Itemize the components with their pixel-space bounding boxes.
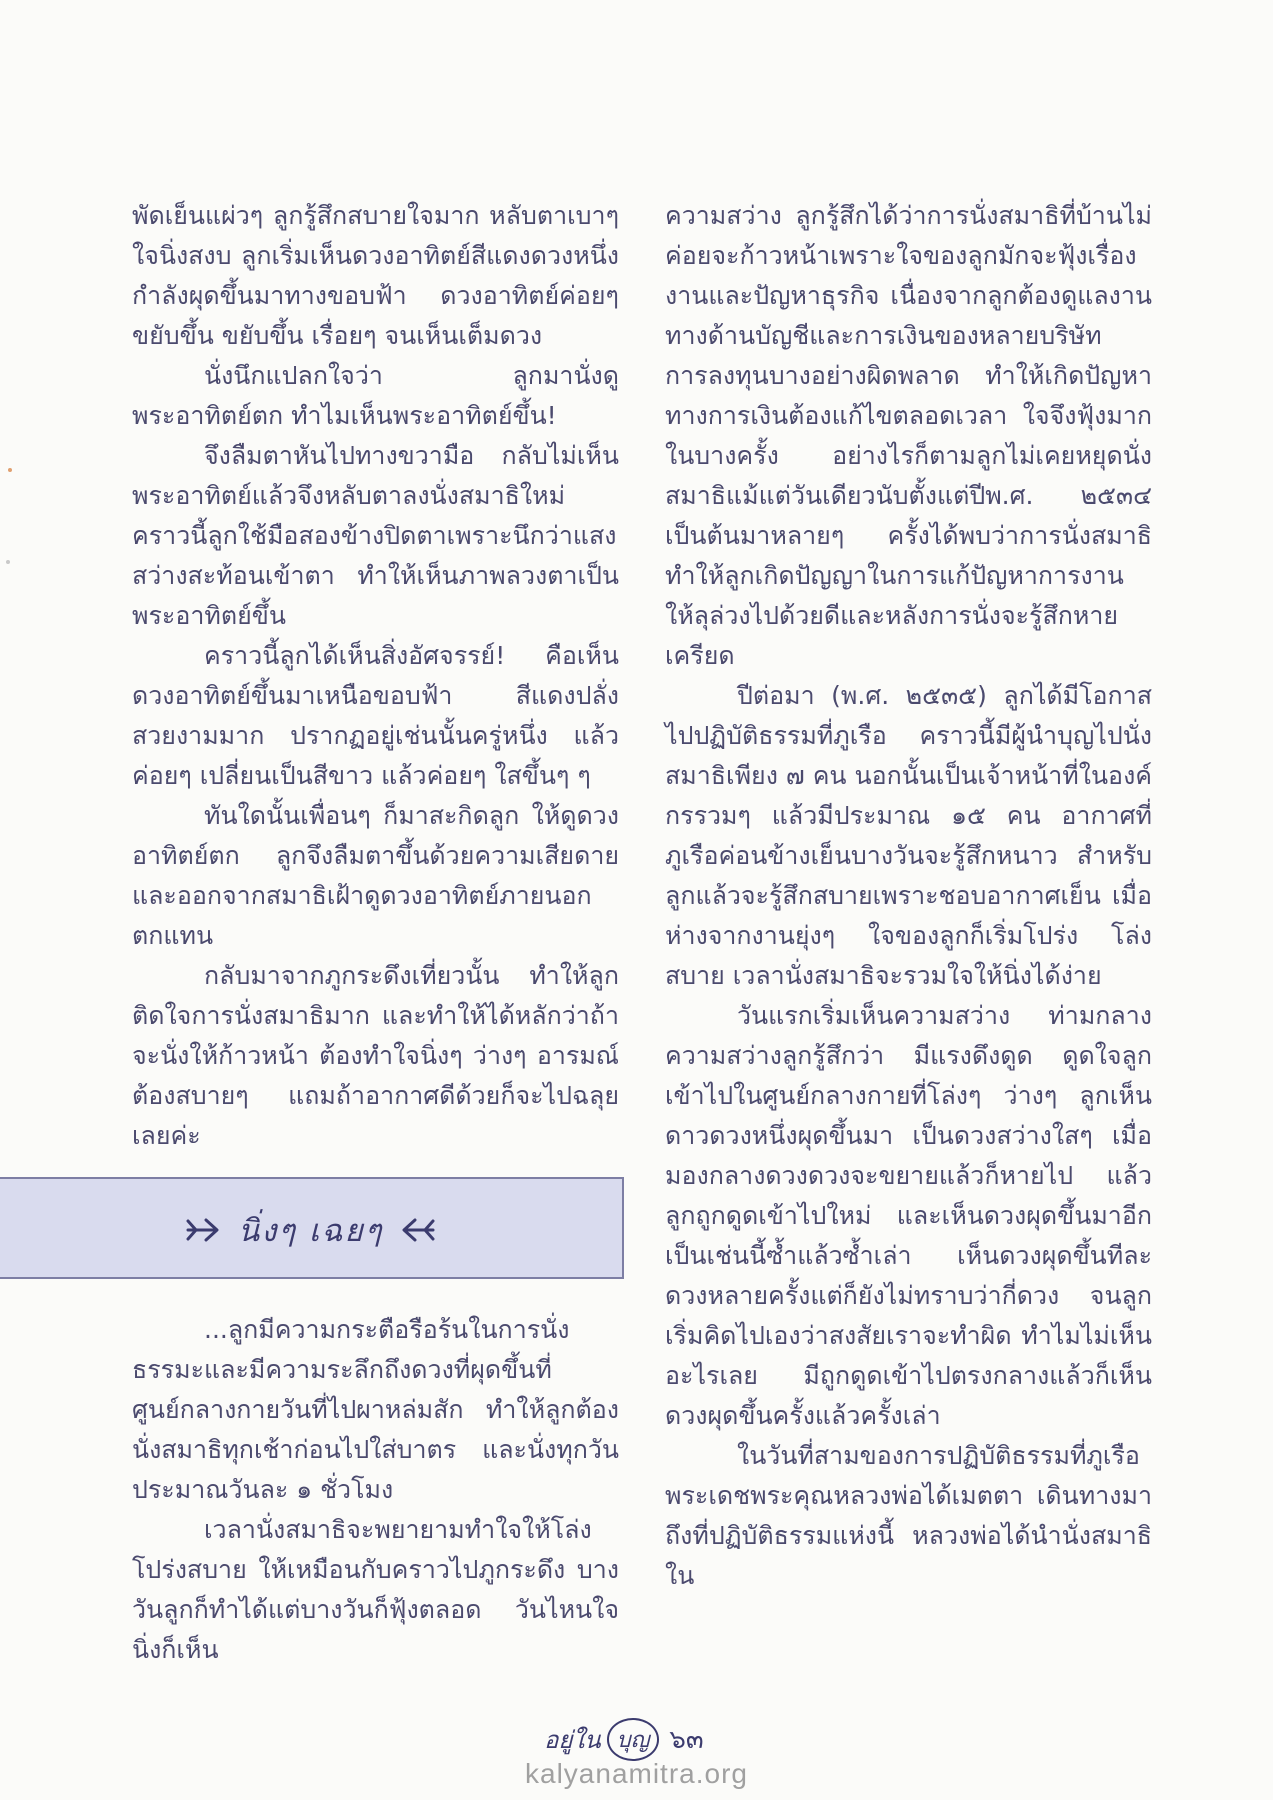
paragraph: ทันใดนั้นเพื่อนๆ ก็มาสะกิดลูก ให้ดูดวงอาทิตย์ตก ลูกจึงลืมตาขึ้นด้วยความเสียดาย และออกจากสมาธิเฝ้าดูดวงอาทิตย์ภายนอกตกแทน (132, 801, 619, 950)
paragraph: วันแรกเริ่มเห็นความสว่าง ท่ามกลางความสว่างลูกรู้สึกว่า มีแรงดึงดูด ดูดใจลูกเข้าไปในศูนย์กลางกายที่โล่งๆ ว่างๆ ลูกเห็นดาวดวงหนึ่งผุดขึ้นมา เป็นดวงสว่างใสๆ เมื่อมองกลางดวงดวงจะขยายแล้วก็หายไป แล้วลูกถูกดูดเข้าไปใหม่ และเห็นดวงผุดขึ้นมาอีก เป็นเช่นนี้ซ้ำแล้วซ้ำเล่า เห็นดวงผุดขึ้นทีละดวงหลายครั้งแต่ก็ยังไม่ทราบว่ากี่ดวง จนลูกเริ่มคิดไปเองว่าสงสัยเราจะทำผิด ทำไมไม่เห็นอะไรเลย มีถูกดูดเข้าไปตรงกลางแล้วก็เห็นดวงผุดขึ้นครั้งแล้วครั้งเล่า (665, 1001, 1152, 1430)
page-footer (544, 1718, 704, 1761)
paragraph: กลับมาจากภูกระดึงเที่ยวนั้น ทำให้ลูกติดใจการนั่งสมาธิมาก และทำให้ได้หลักว่าถ้าจะนั่งให้ก้าวหน้า ต้องทำใจนิ่งๆ ว่างๆ อารมณ์ต้องสบายๆ แถมถ้าอากาศดีด้วยก็จะไปฉลุยเลยค่ะ (132, 961, 619, 1150)
watermark: kalyanamitra.org (525, 1758, 748, 1789)
paragraph: ...ลูกมีความกระตือรือร้นในการนั่งธรรมะและมีความระลึกถึงดวงที่ผุดขึ้นที่ศูนย์กลางกายวันที่ไปผาหล่มสัก ทำให้ลูกต้องนั่งสมาธิทุกเช้าก่อนไปใส่บาตร และนั่งทุกวันประมาณวันละ ๑ ชั่วโมง (132, 1315, 619, 1504)
scan-speck (8, 468, 12, 472)
logo-text: อยู่ใน (544, 1726, 601, 1754)
left-column (132, 196, 619, 1156)
banner-title: นิ่งๆ เฉยๆ (238, 1213, 384, 1249)
section-banner (0, 1177, 624, 1279)
paragraph: คราวนี้ลูกได้เห็นสิ่งอัศจรรย์! คือเห็นดวงอาทิตย์ขึ้นมาเหนือขอบฟ้า สีแดงปลั่งสวยงามมาก ปรากฏอยู่เช่นนั้นครู่หนึ่ง แล้วค่อยๆ เปลี่ยนเป็นสีขาว แล้วค่อยๆ ใสขึ้นๆ ๆ (132, 641, 619, 790)
left-column-bottom (132, 1310, 619, 1670)
right-column (665, 196, 1152, 1596)
paragraph: ปีต่อมา (พ.ศ. ๒๕๓๕) ลูกได้มีโอกาสไปปฏิบัติธรรมที่ภูเรือ คราวนี้มีผู้นำบุญไปนั่งสมาธิเพียง ๗ คน นอกนั้นเป็นเจ้าหน้าที่ในองค์กรรวมๆ แล้วมีประมาณ ๑๕ คน อากาศที่ภูเรือค่อนข้างเย็นบางวันจะรู้สึกหนาว สำหรับลูกแล้วจะรู้สึกสบายเพราะชอบอากาศเย็น เมื่อห่างจากงานยุ่งๆ ใจของลูกก็เริ่มโปร่ง โล่ง สบาย เวลานั่งสมาธิจะรวมใจให้นิ่งได้ง่าย (665, 681, 1152, 990)
scan-speck (6, 560, 10, 564)
paragraph: จึงลืมตาหันไปทางขวามือ กลับไม่เห็นพระอาทิตย์แล้วจึงหลับตาลงนั่งสมาธิใหม่ คราวนี้ลูกใช้มือสองข้างปิดตาเพราะนึกว่าแสงสว่างสะท้อนเข้าตา ทำให้เห็นภาพลวงตาเป็นพระอาทิตย์ขึ้น (132, 441, 619, 630)
banner-content (186, 1205, 435, 1255)
magazine-logo (544, 1718, 659, 1761)
page-number: ๖๓ (669, 1725, 704, 1755)
paragraph: ความสว่าง ลูกรู้สึกได้ว่าการนั่งสมาธิที่บ้านไม่ค่อยจะก้าวหน้าเพราะใจของลูกมักจะฟุ้งเรื่องงานและปัญหาธุรกิจ เนื่องจากลูกต้องดูแลงานทางด้านบัญชีและการเงินของหลายบริษัท การลงทุนบางอย่างผิดพลาด ทำให้เกิดปัญหาทางการเงินต้องแก้ไขตลอดเวลา ใจจึงฟุ้งมากในบางครั้ง อย่างไรก็ตามลูกไม่เคยหยุดนั่งสมาธิแม้แต่วันเดียวนับตั้งแต่ปีพ.ศ. ๒๕๓๔ เป็นต้นมาหลายๆ ครั้งได้พบว่าการนั่งสมาธิทำให้ลูกเกิดปัญญาในการแก้ปัญหาการงานให้ลุล่วงไปด้วยดีและหลังการนั่งจะรู้สึกหายเครียด (665, 201, 1152, 670)
logo-ring-text: บุญ (607, 1718, 660, 1761)
arrow-left-icon (401, 1217, 435, 1243)
paragraph: นั่งนึกแปลกใจว่า ลูกมานั่งดู พระอาทิตย์ตก ทำไมเห็นพระอาทิตย์ขึ้น! (132, 361, 619, 430)
paragraph: เวลานั่งสมาธิจะพยายามทำใจให้โล่ง โปร่งสบาย ให้เหมือนกับคราวไปภูกระดึง บางวันลูกก็ทำได้แต่บางวันก็ฟุ้งตลอด วันไหนใจนิ่งก็เห็น (132, 1515, 619, 1664)
paragraph: ในวันที่สามของการปฏิบัติธรรมที่ภูเรือพระเดชพระคุณหลวงพ่อได้เมตตา เดินทางมาถึงที่ปฏิบัติธรรมแห่งนี้ หลวงพ่อได้นำนั่งสมาธิใน (665, 1441, 1152, 1590)
arrow-right-icon (186, 1217, 220, 1243)
paragraph: พัดเย็นแผ่วๆ ลูกรู้สึกสบายใจมาก หลับตาเบาๆ ใจนิ่งสงบ ลูกเริ่มเห็นดวงอาทิตย์สีแดงดวงหนึ่งกำลังผุดขึ้นมาทางขอบฟ้า ดวงอาทิตย์ค่อยๆ ขยับขึ้น ขยับขึ้น เรื่อยๆ จนเห็นเต็มดวง (132, 201, 619, 350)
